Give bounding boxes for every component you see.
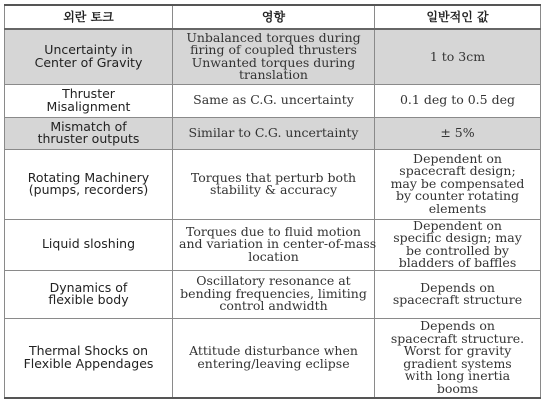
typical-value-line: spacecraft design; <box>399 163 516 179</box>
effect-cell <box>173 149 375 219</box>
effect-line: bending frequencies, limiting <box>180 285 367 301</box>
header-disturbance-torque: 외란 토크 <box>5 5 173 29</box>
typical-value-line: bladders of baffles <box>398 255 517 270</box>
disturbance-name-line: Dynamics of <box>49 279 128 295</box>
table-body <box>5 29 541 398</box>
effect-line: and variation in center-of-mass <box>179 236 377 252</box>
effect-line: control andwidth <box>219 298 328 314</box>
effect-cell <box>173 219 375 270</box>
disturbance-name-line: Liquid sloshing <box>41 236 136 252</box>
effect-cell <box>173 270 375 318</box>
disturbance-name-line: Center of Gravity <box>34 54 143 70</box>
disturbance-torque-table-container <box>4 4 540 399</box>
disturbance-name-line: flexible body <box>48 292 129 307</box>
typical-value-line: gradient systems <box>403 355 512 371</box>
typical-value-cell <box>375 84 541 117</box>
effect-line: stability & accuracy <box>209 182 338 197</box>
typical-value-cell <box>375 270 541 318</box>
table-row <box>5 270 541 318</box>
typical-value-line: may be compensated <box>390 175 525 191</box>
effect-cell <box>173 117 375 149</box>
typical-value-cell <box>375 29 541 84</box>
typical-value-line: 0.1 deg to 0.5 deg <box>399 92 515 108</box>
table-row <box>5 84 541 117</box>
typical-value-line: Depends on <box>420 279 495 295</box>
effect-line: Torques that perturb both <box>190 169 357 185</box>
effect-line: entering/leaving eclipse <box>197 355 350 371</box>
effect-line: firing of coupled thrusters <box>190 42 357 58</box>
typical-value-line: by counter rotating <box>395 188 520 204</box>
typical-value-line: with long inertia <box>404 368 511 384</box>
effect-line: translation <box>239 67 308 83</box>
effect-line: Unwanted torques during <box>191 54 356 70</box>
disturbance-name-cell <box>5 29 173 84</box>
effect-line: Oscillatory resonance at <box>196 273 351 289</box>
effect-cell <box>173 318 375 398</box>
disturbance-name-cell <box>5 117 173 149</box>
header-effect: 영향 <box>173 5 375 29</box>
typical-value-line: ± 5% <box>440 124 475 140</box>
typical-value-line: elements <box>428 200 487 216</box>
typical-value-line: Dependent on <box>413 217 502 233</box>
table-row <box>5 29 541 84</box>
table-row <box>5 117 541 149</box>
typical-value-cell <box>375 318 541 398</box>
header-typical-value: 일반적인 값 <box>375 5 541 29</box>
typical-value-cell <box>375 149 541 219</box>
typical-value-line: specific design; may <box>393 230 522 245</box>
typical-value-line: 1 to 3cm <box>429 48 486 64</box>
effect-cell <box>173 84 375 117</box>
effect-line: Similar to C.G. uncertainty <box>188 124 359 140</box>
disturbance-name-cell <box>5 318 173 398</box>
typical-value-line: booms <box>436 380 479 396</box>
disturbance-name-line: thruster outputs <box>37 131 140 146</box>
effect-line: Unbalanced torques during <box>186 29 361 45</box>
table-header-row <box>5 5 541 29</box>
typical-value-line: Worst for gravity <box>403 343 512 359</box>
disturbance-name-line: Misalignment <box>46 98 131 114</box>
table-row <box>5 149 541 219</box>
disturbance-name-line: (pumps, recorders) <box>28 182 149 197</box>
table-row <box>5 318 541 398</box>
disturbance-name-cell <box>5 219 173 270</box>
typical-value-line: Dependent on <box>413 150 502 166</box>
effect-line: location <box>248 248 299 264</box>
effect-cell <box>173 29 375 84</box>
effect-line: Attitude disturbance when <box>189 343 358 359</box>
disturbance-name-cell <box>5 270 173 318</box>
disturbance-name-line: Thermal Shocks on <box>28 343 149 359</box>
disturbance-name-cell <box>5 84 173 117</box>
table-row <box>5 219 541 270</box>
effect-line: Same as C.G. uncertainty <box>193 92 354 108</box>
typical-value-line: Depends on <box>420 318 495 334</box>
typical-value-line: spacecraft structure. <box>390 330 525 346</box>
effect-line: Torques due to fluid motion <box>186 223 361 239</box>
disturbance-name-line: Mismatch of <box>50 118 127 134</box>
disturbance-torque-table <box>4 4 541 399</box>
disturbance-name-line: Thruster <box>62 86 115 101</box>
disturbance-name-cell <box>5 149 173 219</box>
typical-value-cell <box>375 117 541 149</box>
typical-value-cell <box>375 219 541 270</box>
typical-value-line: spacecraft structure <box>392 292 523 307</box>
disturbance-name-line: Flexible Appendages <box>23 355 154 371</box>
disturbance-name-line: Rotating Machinery <box>27 169 150 185</box>
disturbance-name-line: Uncertainty in <box>44 42 133 58</box>
typical-value-line: be controlled by <box>406 242 509 258</box>
